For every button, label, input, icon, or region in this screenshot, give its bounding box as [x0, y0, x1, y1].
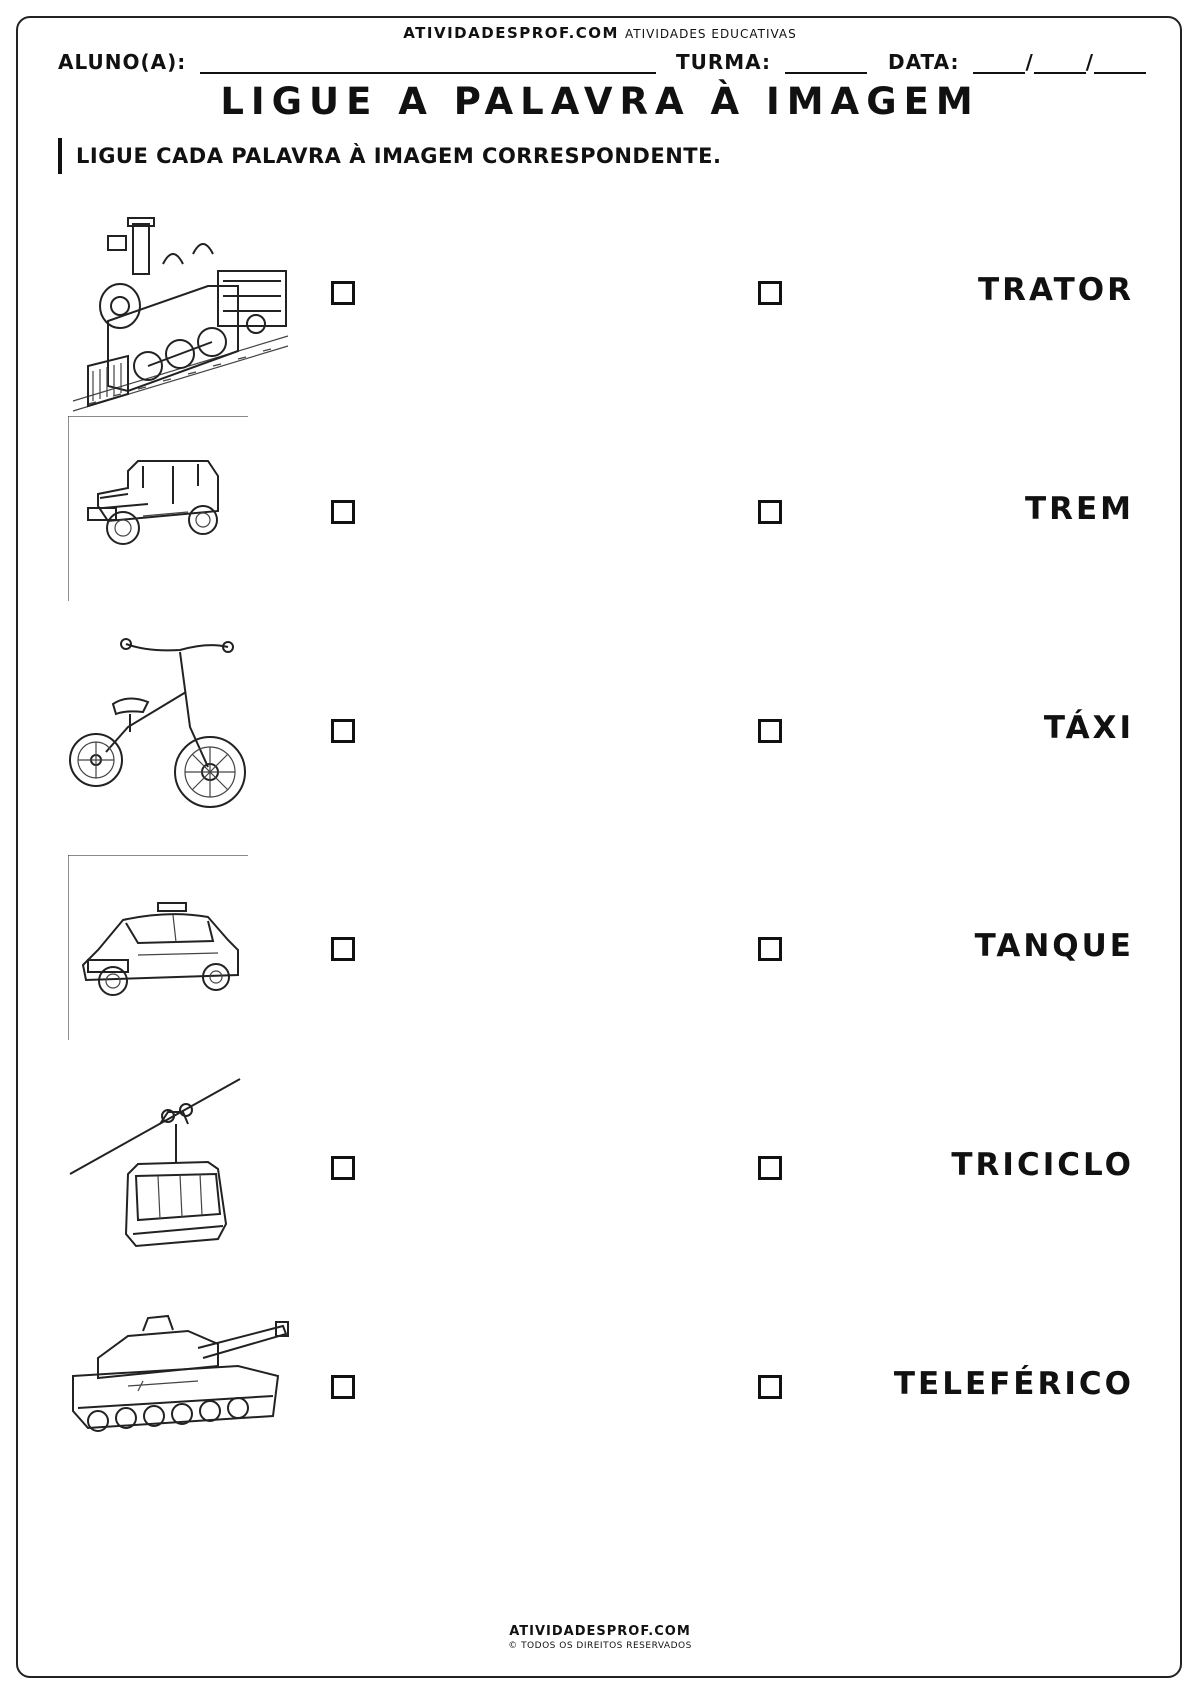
- class-blank[interactable]: [785, 54, 867, 74]
- word-checkbox[interactable]: [758, 281, 782, 305]
- date-separator: /: [1085, 50, 1095, 74]
- image-checkbox[interactable]: [331, 1156, 355, 1180]
- jeep-icon: [68, 416, 293, 616]
- image-checkbox[interactable]: [331, 937, 355, 961]
- cable-car-icon: [68, 1074, 293, 1274]
- instruction: LIGUE CADA PALAVRA À IMAGEM CORRESPONDENTE.: [58, 138, 721, 174]
- site-name: ATIVIDADESPROF.COM: [403, 24, 619, 42]
- tank-icon: [68, 1296, 293, 1496]
- date-year-blank[interactable]: [1094, 54, 1146, 74]
- word-label: TELEFÉRICO: [893, 1366, 1134, 1402]
- word-checkbox[interactable]: [758, 500, 782, 524]
- date-day-blank[interactable]: [973, 54, 1025, 74]
- site-header: [0, 24, 1200, 42]
- word-checkbox[interactable]: [758, 1375, 782, 1399]
- date-month-blank[interactable]: [1034, 54, 1086, 74]
- class-label: TURMA:: [676, 50, 772, 74]
- footer: [0, 1624, 1200, 1651]
- date-separator: /: [1025, 50, 1034, 74]
- site-subtitle: ATIVIDADES EDUCATIVAS: [624, 27, 797, 41]
- train-icon: [68, 216, 293, 416]
- class-field: [676, 50, 867, 74]
- image-checkbox[interactable]: [331, 500, 355, 524]
- date-field: [888, 50, 1146, 74]
- footer-site: ATIVIDADESPROF.COM: [509, 1624, 691, 1639]
- word-checkbox[interactable]: [758, 719, 782, 743]
- word-label: TRICICLO: [951, 1147, 1134, 1183]
- word-label: TREM: [1024, 491, 1134, 527]
- image-checkbox[interactable]: [331, 281, 355, 305]
- taxi-icon: [68, 855, 293, 1055]
- date-label: DATA:: [888, 50, 960, 74]
- word-checkbox[interactable]: [758, 937, 782, 961]
- tricycle-icon: [68, 632, 293, 832]
- student-field: [58, 50, 656, 74]
- word-checkbox[interactable]: [758, 1156, 782, 1180]
- page-title: LIGUE A PALAVRA À IMAGEM: [220, 80, 980, 123]
- image-checkbox[interactable]: [331, 719, 355, 743]
- student-name-blank[interactable]: [200, 54, 656, 74]
- word-label: TANQUE: [974, 928, 1134, 964]
- student-label: ALUNO(A):: [58, 50, 187, 74]
- word-label: TÁXI: [1043, 710, 1134, 746]
- footer-rights: © TODOS OS DIREITOS RESERVADOS: [508, 1641, 692, 1651]
- image-checkbox[interactable]: [331, 1375, 355, 1399]
- word-label: TRATOR: [978, 272, 1134, 308]
